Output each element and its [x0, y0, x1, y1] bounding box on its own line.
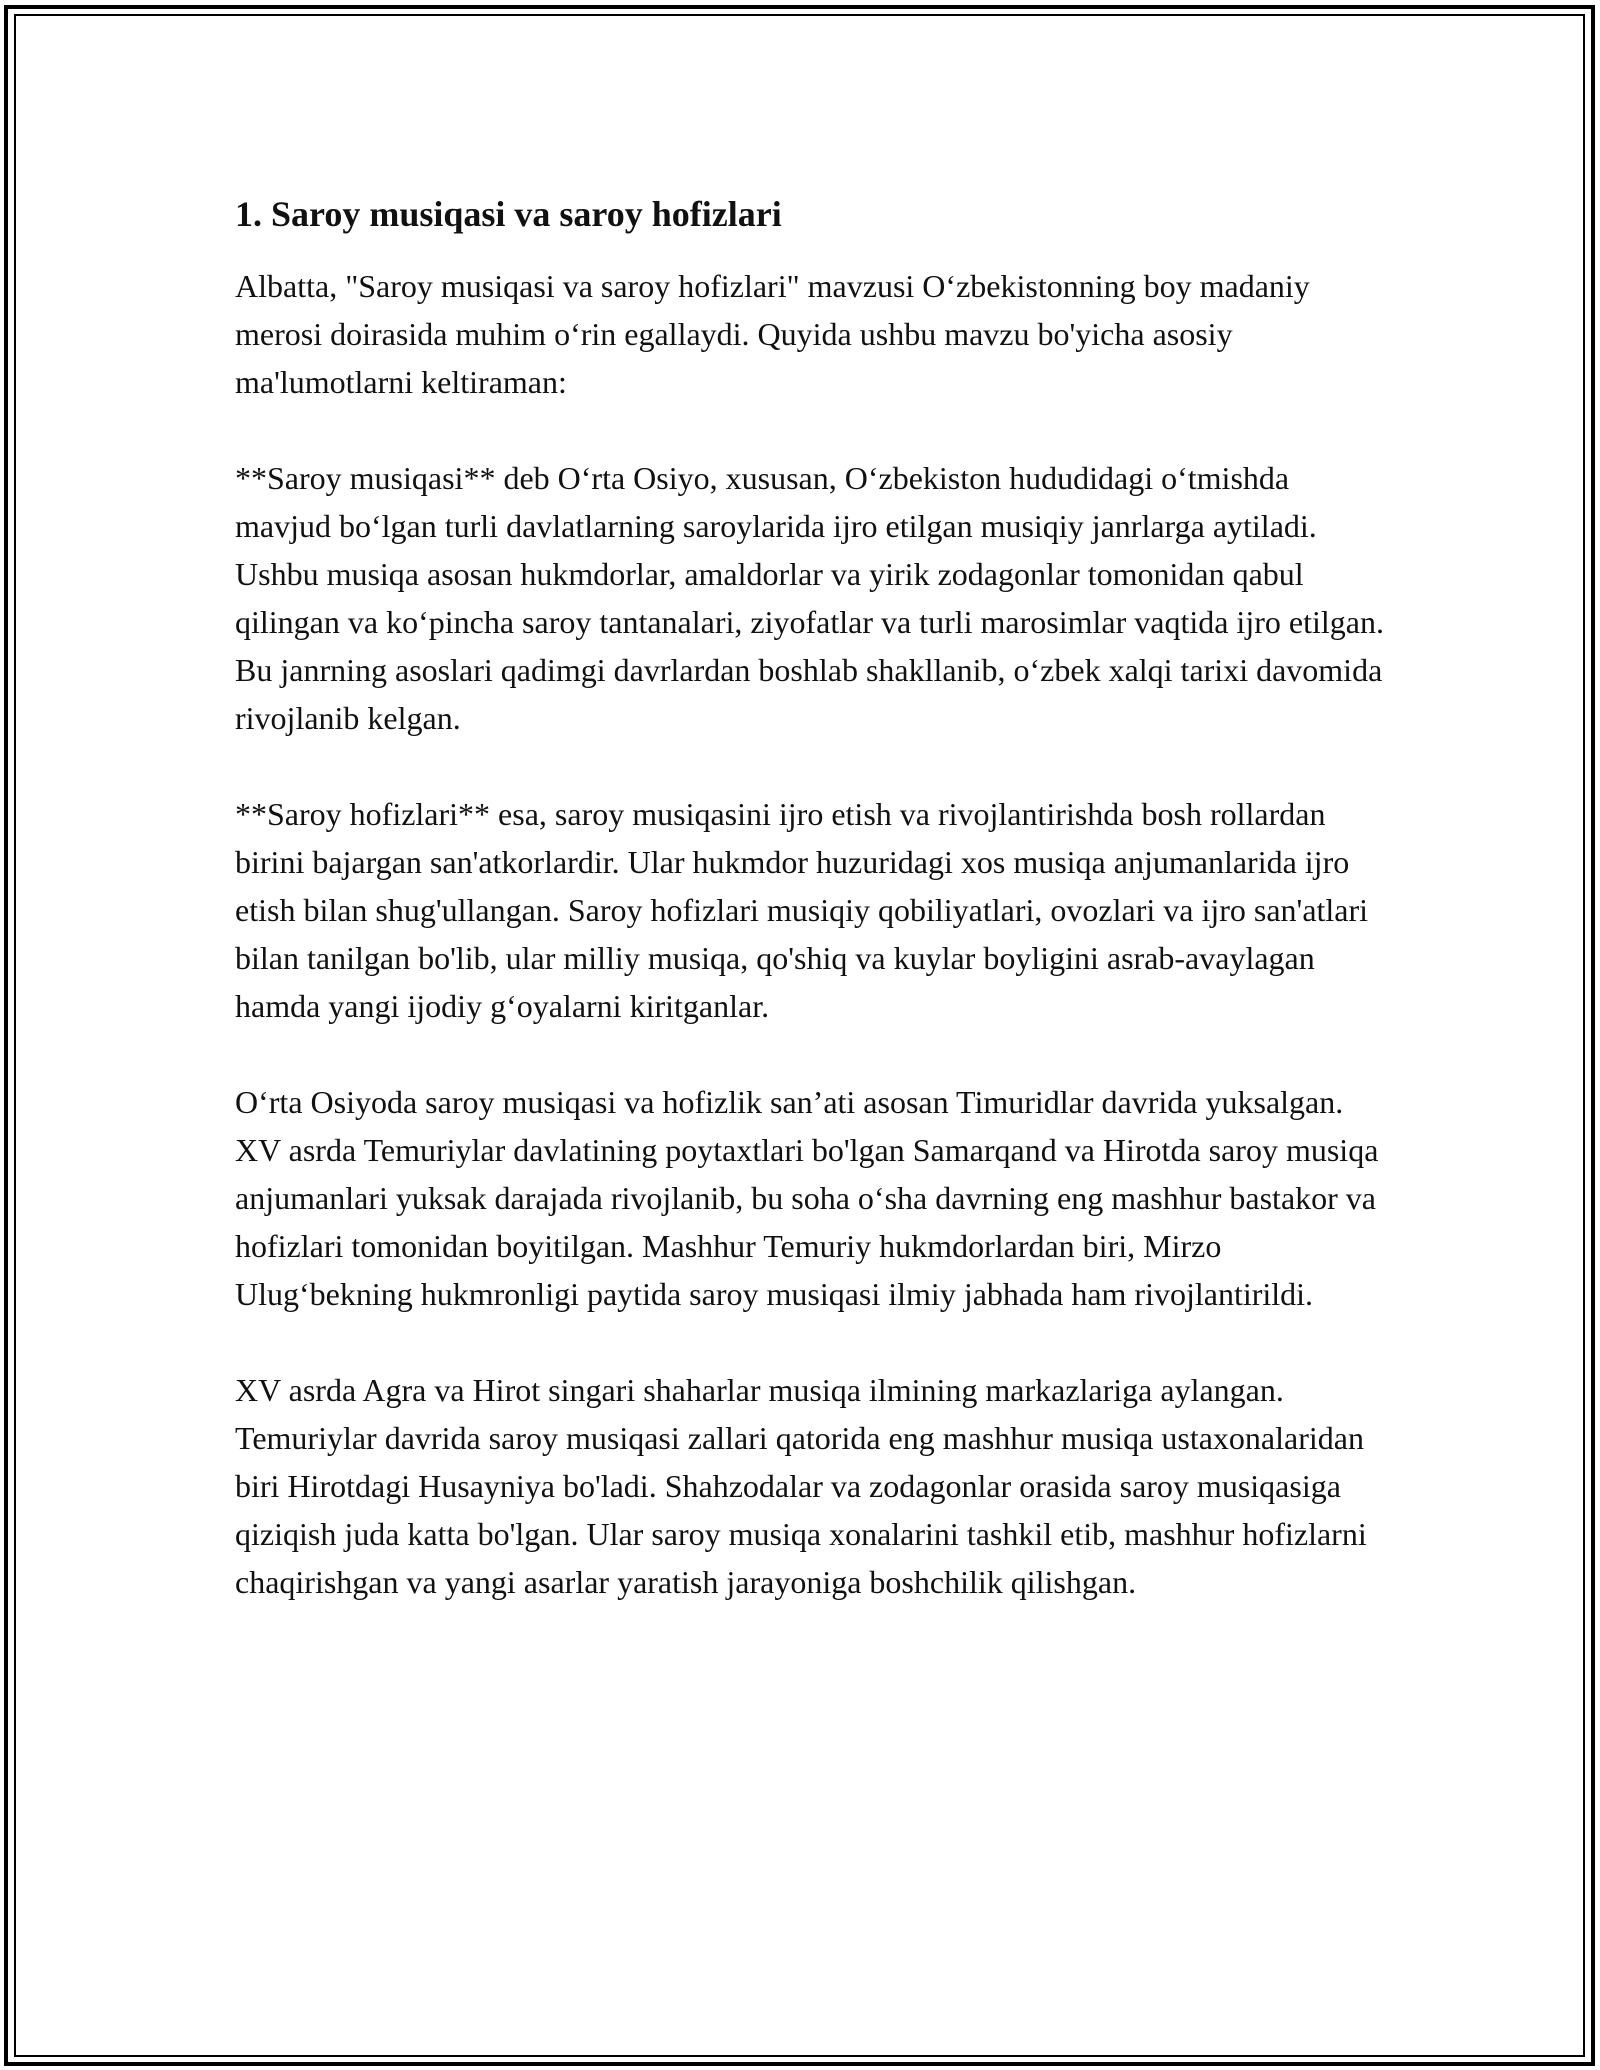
document-body	[235, 190, 1385, 1606]
paragraph-intro: Albatta, "Saroy musiqasi va saroy hofizlari" mavzusi O‘zbekistonning boy madaniy merosi doirasida muhim o‘rin egallaydi. Quyida ushbu mavzu bo'yicha asosiy ma'lumotlarni keltiraman:	[235, 268, 1310, 400]
paragraph-musiqa-markazlari: XV asrda Agra va Hirot singari shaharlar musiqa ilmining markazlariga aylangan. Temuriylar davrida saroy musiqasi zallari qatorida eng mashhur musiqa ustaxonalaridan biri Hirotdagi Husayniya bo'ladi. Shahzodalar va zodagonlar orasida saroy musiqasiga qiziqish juda katta bo'lgan. Ular saroy musiqa xonalarini tashkil etib, mashhur hofizlarni chaqirishgan va yangi asarlar yaratish jarayoniga boshchilik qilishgan.	[235, 1372, 1367, 1600]
section-heading: 1. Saroy musiqasi va saroy hofizlari	[235, 194, 782, 234]
paragraph-temuriylar-davri: O‘rta Osiyoda saroy musiqasi va hofizlik san’ati asosan Timuridlar davrida yuksalgan. XV asrda Temuriylar davlatining poytaxtlari bo'lgan Samarqand va Hirotda saroy musiqa anjumanlari yuksak darajada rivojlanib, bu soha o‘sha davrning eng mashhur bastakor va hofizlari tomonidan boyitilgan. Mashhur Temuriy hukmdorlardan biri, Mirzo Ulug‘bekning hukmronligi paytida saroy musiqasi ilmiy jabhada ham rivojlantirildi.	[235, 1084, 1379, 1312]
paragraph-saroy-musiqasi: **Saroy musiqasi** deb O‘rta Osiyo, xususan, O‘zbekiston hududidagi o‘tmishda mavjud bo‘lgan turli davlatlarning saroylarida ijro etilgan musiqiy janrlarga aytiladi. Ushbu musiqa asosan hukmdorlar, amaldorlar va yirik zodagonlar tomonidan qabul qilingan va ko‘pincha saroy tantanalari, ziyofatlar va turli marosimlar vaqtida ijro etilgan. Bu janrning asoslari qadimgi davrlardan boshlab shakllanib, o‘zbek xalqi tarixi davomida rivojlanib kelgan.	[235, 460, 1384, 736]
paragraph-saroy-hofizlari: **Saroy hofizlari** esa, saroy musiqasini ijro etish va rivojlantirishda bosh rollardan birini bajargan san'atkorlardir. Ular hukmdor huzuridagi xos musiqa anjumanlarida ijro etish bilan shug'ullangan. Saroy hofizlari musiqiy qobiliyatlari, ovozlari va ijro san'atlari bilan tanilgan bo'lib, ular milliy musiqa, qo'shiq va kuylar boyligini asrab-avaylagan hamda yangi ijodiy g‘oyalarni kiritganlar.	[235, 796, 1369, 1024]
